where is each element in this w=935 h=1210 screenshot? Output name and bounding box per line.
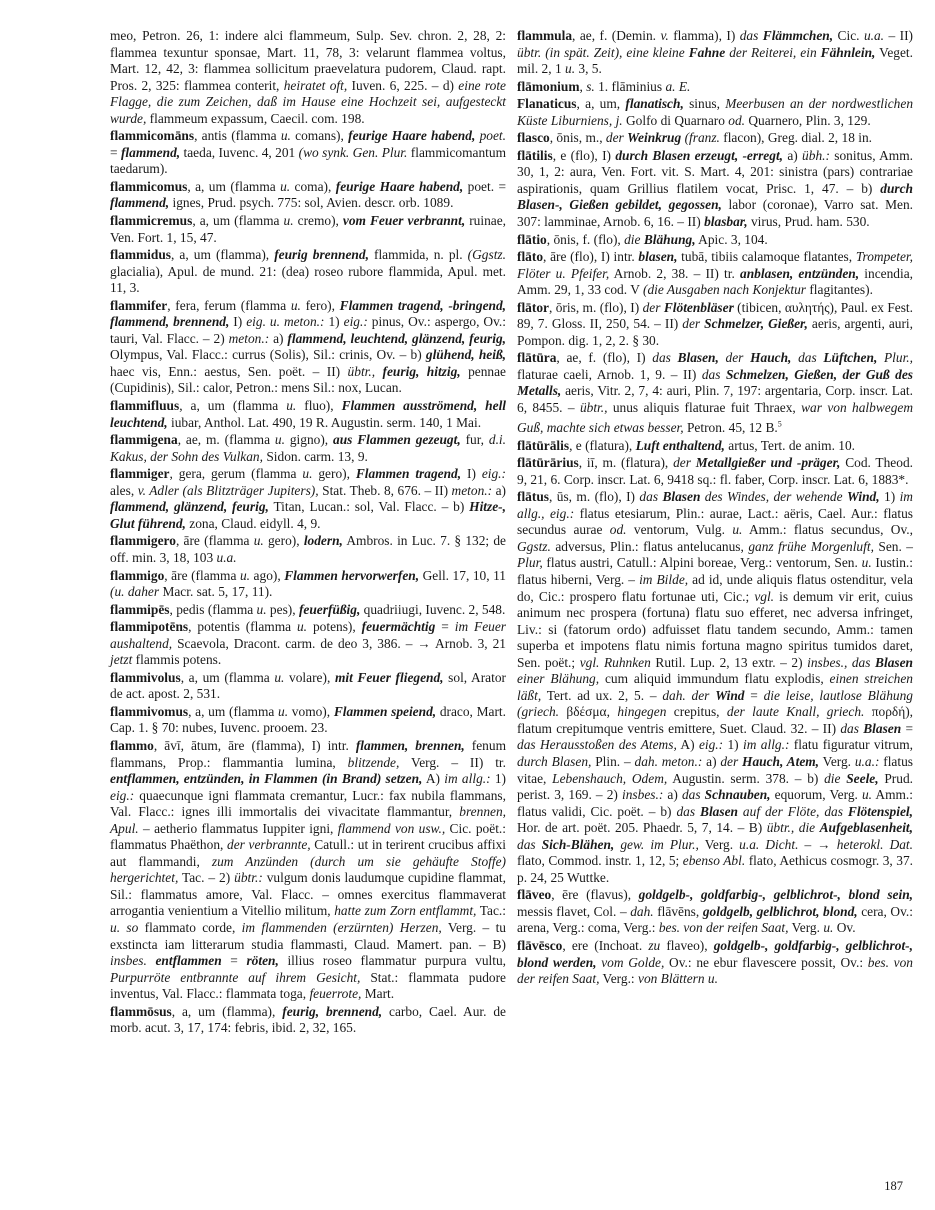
- entry-headword: flammōsus: [110, 1003, 172, 1019]
- entry-body: , e (flatura), Luft enthaltend, artus, Tert. de anim. 10.: [569, 437, 856, 453]
- dictionary-entry: [110, 533, 506, 566]
- dictionary-entry: [110, 1004, 506, 1037]
- entry-headword: flammula: [517, 28, 573, 43]
- entry-headword: flammicomus: [110, 178, 188, 194]
- entry-headword: flammifer: [110, 297, 168, 313]
- entry-headword: flammigero: [110, 533, 176, 549]
- entry-body: , fera, ferum (flamma u. fero), Flammen tragend, -bringend, flammend, brennend, I) eig. u. meton.: 1) eig.: pinus, Ov.: aspergo, Ov.: tauri, Val. Flacc. – 2) meton.: a) flammend, leuchtend, glänzend, feurig, Olympus, Val. Flacc.: currus (Solis), Sil.: crinis, Ov. – b) glühend, heiß, haec vis, Enn.: aestus, Sen. poët. – II) übtr., feurig, hitzig, pennae (Cupidinis), Sil.: calor, Petron.: mens Sil.: nox, Lucan.: [110, 297, 507, 396]
- dictionary-entry: [110, 619, 506, 669]
- entry-headword: flasco: [517, 130, 550, 146]
- entry-headword: flammigena: [110, 432, 178, 448]
- dictionary-entry: [110, 28, 506, 127]
- dictionary-entry: [517, 938, 913, 988]
- right-column: [517, 28, 913, 989]
- entry-body: , ūs, m. (flo), I) das Blasen des Windes, der wehende Wind, 1) im allg., eig.: flatus etesiarum, Plin.: aurae, Lact.: aëris, Cael. Aur.: flatus secundus aurae od. ventorum, Vulg. u. Amm.: flatus secundus, Ov., Ggstz. adversus, Plin.: flatus antelucanus, ganz frühe Morgenluft, Sen. – Plur, flatus austri, Catull.: Alpini boreae, Verg.: ventorum, Sen. u. Iustin.: flatus hiberni, Verg. – im Bilde, ad id, unde aliquis flatus ostenditur, vela do, Cic.: prospero flatu fortunae uti, Cic.; vgl. is demum vir erit, cuius animum nec prospera (fortuna) flatu suo efferet, nec adversa infringet, Liv.: si (fatorum ordo) adfuisset flatu tandem secundo, Amm.: tamen superba et impotens flatu nimis fortuna magno spiritus tumidos daret, Sen. poët.; vgl. Ruhnken Rutil. Lup. 2, 13 extr. – 2) insbes., das Blasen einer Blähung, cum aliquid immundum flatu explodis, einen streichen läßt, Tert. ad ux. 2, 5. – dah. der Wind = die leise, lautlose Blähung (griech. βδέσμα, hingegen crepitus, der laute Knall, griech. πορδή), flatum crepitumque ventris emittere, Suet. Claud. 32. – II) das Blasen = das Herausstoßen des Atems, A) eig.: 1) im allg.: flatu figuratur vitrum, durch Blasen, Plin. – dah. meton.: a) der Hauch, Atem, Verg. u.a.: flatus vitae, Lebenshauch, Odem, Augustin. serm. 378. – b) die Seele, Prud. perist. 3, 169. – 2) insbes.: a) das Schnauben, equorum, Verg. u. Amm.: flatus validi, Cic. poët. – b) das Blasen auf der Flöte, das Flötenspiel, Hor. de art. poët. 205. Phaedr. 5, 7, 14. – B) übtr., die Aufgeblasenheit, das Sich-Blähen, gew. im Plur., Verg. u.a. Dicht. – → heterokl. Dat. flato, Commod. instr. 1, 12, 5; ebenso Abl. flato, Aethicus cosmogr. 3, 37. p. 24, 25 Wuttke.: [517, 489, 914, 885]
- entry-body: , potentis (flamma u. potens), feuermächtig = im Feuer aushaltend, Scaevola, Dracont. carm. de deo 3, 386. – → Arnob. 3, 21 jetzt flammis potens.: [110, 619, 507, 668]
- entry-body: , a, um (flamma u. coma), feurige Haare habend, poet. = flammend, ignes, Prud. psych. 775: sol, Avien. descr. orb. 1089.: [110, 178, 506, 211]
- entry-headword: flammiger: [110, 466, 170, 482]
- dictionary-entry: [110, 738, 506, 1003]
- entry-headword: flammipotēns: [110, 619, 189, 635]
- entry-headword: flammigo: [110, 567, 165, 583]
- entry-body: , a, um (flamma u. vomo), Flammen speiend, draco, Mart. Cap. 1. § 70: nubes, Iuvenc. prooem. 23.: [110, 703, 506, 736]
- entry-headword: flammicremus: [110, 213, 193, 229]
- entry-headword: flāto: [517, 249, 544, 265]
- dictionary-entry: [110, 247, 506, 297]
- entry-headword: flammicomāns: [110, 128, 195, 144]
- entry-body: , ōris, m. (flo), I) der Flötenbläser (tibicen, αυλητής), Paul. ex Fest. 89, 7. Gloss. II, 250, 54. – II) der Schmelzer, Gießer, aeris, argenti, auri, Pompon. dig. 1, 2, 2. § 30.: [517, 299, 913, 348]
- dictionary-entry: [517, 96, 913, 129]
- dictionary-entry: [517, 300, 913, 350]
- entry-body: , ēre (flavus), goldgelb-, goldfarbig-, gelblichrot-, blond sein, messis flavet, Col. – dah. flāvēns, goldgelb, gelblichrot, blond, cera, Ov.: arena, Verg.: coma, Verg.: bes. von der reifen Saat, Verg. u. Ov.: [517, 887, 913, 936]
- entry-body: , ae, f. (flo), I) das Blasen, der Hauch, das Lüftchen, Plur., flaturae caeli, Arnob. 1, 9. – II) das Schmelzen, Gießen, der Guß des Metalls, aeris, Vitr. 2, 7, 4: auri, Plin. 7, 197: argentaria, Corp. inscr. Lat. 6, 8455. – übtr., unus aliquis flaturae fuit Thraex, war von halbwegem Guß, machte sich etwas besser, Petron. 45, 12 B.$^5$: [517, 350, 914, 436]
- dictionary-entry: [110, 128, 506, 178]
- dictionary-entry: [517, 249, 913, 299]
- dictionary-entry: [110, 398, 506, 431]
- entry-body: , a, um, flanatisch, sinus, Meerbusen an der nordwestlichen Küste Liburniens, j. Golfo di Quarnaro od. Quarnero, Plin. 3, 129.: [517, 96, 914, 128]
- entry-headword: flātūrārius: [517, 455, 579, 471]
- entry-headword: flammidus: [110, 247, 172, 263]
- entry-body: , a, um (flamma u. cremo), vom Feuer verbrannt, ruinae, Ven. Fort. 1, 15, 47.: [110, 213, 507, 245]
- dictionary-entry: [110, 704, 506, 737]
- entry-body: , s. 1. flāminius a. E.: [579, 78, 691, 94]
- entry-body: , iī, m. (flatura), der Metallgießer und -präger, Cod. Theod. 9, 21, 6. Corp. inscr. Lat. 6, 9418 sq.: fl. faber, Corp. inscr. Lat. 6, 1883*.: [517, 455, 913, 487]
- dictionary-entry: [517, 148, 913, 231]
- entry-headword: flāveo: [517, 887, 552, 903]
- entry-body: , a, um (flamma u. fluo), Flammen ausströmend, hell leuchtend, iubar, Anthol. Lat. 490, 19 R. Augustin. serm. 140, 1 Mai.: [110, 398, 507, 430]
- entry-headword: flātilis: [517, 147, 553, 163]
- entry-body: , ōnis, f. (flo), die Blähung, Apic. 3, 104.: [546, 231, 768, 247]
- dictionary-entry: [110, 298, 506, 397]
- dictionary-entry: [517, 28, 913, 78]
- entry-body: , āre (flamma u. ago), Flammen hervorwerfen, Gell. 17, 10, 11 (u. daher Macr. sat. 5, 17, 11).: [110, 567, 506, 600]
- entry-body: meo, Petron. 26, 1: indere alci flammeum, Sulp. Sev. chron. 2, 28, 2: flammea texuntur sponsae, Mart. 11, 78, 3: velarunt flammea voltus, Mart. 12, 42, 3: flammea sollicitum praevelatura pudorem, Claud. rapt. Pros. 2, 325: flammea conterit, heiratet oft, Iuven. 6, 225. – d) eine rote Flagge, die zum Zeichen, daß im Hause eine Hochzeit sei, aufgesteckt wurde, flammeum expassum, Caecil. com. 198.: [110, 28, 506, 126]
- entry-body: , ae, m. (flamma u. gigno), aus Flammen gezeugt, fur, d.i. Kakus, der Sohn des Vulkan, Sidon. carm. 13, 9.: [110, 432, 507, 464]
- dictionary-entry: [110, 179, 506, 212]
- entry-headword: flāvēsco: [517, 938, 563, 953]
- entry-headword: flātus: [517, 489, 549, 505]
- dictionary-entry: [517, 887, 913, 937]
- dictionary-entry: [110, 213, 506, 246]
- entry-body: , ere (Inchoat. zu flaveo), goldgelb-, goldfarbig-, gelblichrot-, blond werden, vom Golde, Ov.: ne ebur flavescere possit, Ov.: bes. von der reifen Saat, Verg.: von Blättern u.: [517, 938, 913, 987]
- dictionary-entry: [517, 232, 913, 249]
- entry-body: , a, um (flamma), feurig brennend, flammida, n. pl. (Ggstz. glacialia), Apul. de mund. 21: (dea) roseo rubore flammida, Apul. met. 11, 3.: [110, 247, 506, 296]
- entry-headword: flammifluus: [110, 398, 180, 414]
- entry-headword: flammo: [110, 737, 154, 753]
- entry-body: , āre (flo), I) intr. blasen, tubā, tibiis calamoque flatantes, Trompeter, Flöter u. Pfeifer, Arnob. 2, 38. – II) tr. anblasen, entzünden, incendia, Amm. 29, 1, 33 cod. V (die Ausgaben nach Konjektur flagitantes).: [517, 249, 913, 298]
- left-column: [110, 28, 506, 1038]
- entry-headword: flāmonium: [517, 78, 580, 94]
- entry-body: , ae, f. (Demin. v. flamma), I) das Flämmchen, Cic. u.a. – II) übtr. (in spät. Zeit), eine kleine Fahne der Reiterei, ein Fähnlein, Veget. mil. 2, 1 u. 3, 5.: [517, 28, 913, 77]
- entry-body: , āre (flamma u. gero), lodern, Ambros. in Luc. 7. § 132; de off. min. 3, 18, 103 u.a.: [110, 533, 506, 565]
- entry-headword: flammivolus: [110, 669, 181, 685]
- dictionary-entry: [110, 466, 506, 532]
- entry-body: , e (flo), I) durch Blasen erzeugt, -erregt, a) übh.: sonitus, Amm. 30, 1, 2: aura, Ven. Fort. vit. S. Mart. 4, 201: sinistra (pars) contrariae aspirationis, quam Grillius flatilem vocat, Prisc. 1, 47. – b) durch Blasen-, Gießen gebildet, gegossen, labor (coronae), Varro sat. Men. 307: lamminae, Arnob. 6, 16. – II) blasbar, virus, Prud. ham. 530.: [517, 147, 914, 230]
- page-number: 187: [884, 1179, 903, 1193]
- entry-body: , a, um (flamma), feurig, brennend, carbo, Cael. Aur. de morb. acut. 3, 17, 174: febris, ibid. 2, 32, 165.: [110, 1003, 507, 1036]
- entry-headword: flātūra: [517, 350, 557, 366]
- dictionary-entry: [110, 568, 506, 601]
- dictionary-entry: [517, 350, 913, 436]
- dictionary-entry: [517, 438, 913, 455]
- dictionary-entry: [517, 79, 913, 96]
- dictionary-entry: [110, 432, 506, 465]
- entry-body: , pedis (flamma u. pes), feuerfüßig, quadriiugi, Iuvenc. 2, 548.: [169, 601, 506, 617]
- entry-headword: flātūrālis: [517, 437, 570, 453]
- entry-body: , āvī, ātum, āre (flamma), I) intr. flammen, brennen, fenum flammans, Prop.: flammantia lumina, blitzende, Verg. – II) tr. entflammen, entzünden, in Flammen (in Brand) setzen, A) im allg.: 1) eig.: quaecunque igni flammata cremantur, Lucr.: fax nubila flammans, Val. Flacc.: ignes illi immortalis dei vivacitate flammantur, brennen, Apul. – aetherio flammatus Iuppiter igni, flammend von usw., Cic. poët.: flammatus Phaëthon, der verbrannte, Catull.: ut in terirent crucibus affixi aut flammandi, zum Anzünden (durch um sie gehäufte Stoffe) hergerichtet, Tac. – 2) übtr.: vulgum donis laudumque cupidine flammat, Sil.: flammatus amore, Val. Flacc. – omnes exercitus flammaverat arrogantia venientium a Vitellio militum, hatte zum Zorn entflammt, Tac.: u. so flammato corde, im flammenden (erzürnten) Herzen, Verg. – tu exstincta iam litterarum studia flammasti, Claud. Mamert. pan. – B) insbes. entflammen = röten, illius roseo flammatur purpura vultu, Purpurröte entbrannte auf ihrem Gesicht, Stat.: flammata pudore inventus, Val. Flacc.: flammata toga, feuerrote, Mart.: [110, 737, 507, 1002]
- entry-headword: flātor: [517, 299, 549, 315]
- entry-headword: Flanaticus: [517, 96, 577, 112]
- entry-headword: flammivomus: [110, 703, 189, 719]
- entry-body: , antis (flamma u. comans), feurige Haare habend, poet. = flammend, taeda, Iuvenc. 4, 201 (wo synk. Gen. Plur. flammicomantum taedarum).: [110, 128, 506, 177]
- dictionary-entry: [517, 489, 913, 886]
- entry-headword: flammipēs: [110, 601, 170, 617]
- dictionary-entry: [517, 130, 913, 147]
- entry-body: , gera, gerum (flamma u. gero), Flammen tragend, I) eig.: ales, v. Adler (als Blitzträger Jupiters), Stat. Theb. 8, 676. – II) meton.: a) flammend, glänzend, feurig, Titan, Lucan.: sol, Val. Flacc. – b) Hitze-, Glut führend, zona, Claud. eidyll. 4, 9.: [110, 466, 507, 531]
- entry-body: , ōnis, m., der Weinkrug (franz. flacon), Greg. dial. 2, 18 in.: [549, 130, 872, 146]
- dictionary-entry: [110, 602, 506, 619]
- entry-headword: flātio: [517, 231, 547, 247]
- dictionary-entry: [517, 455, 913, 488]
- dictionary-entry: [110, 670, 506, 703]
- entry-body: , a, um (flamma u. volare), mit Feuer fliegend, sol, Arator de act. apost. 2, 531.: [110, 669, 506, 702]
